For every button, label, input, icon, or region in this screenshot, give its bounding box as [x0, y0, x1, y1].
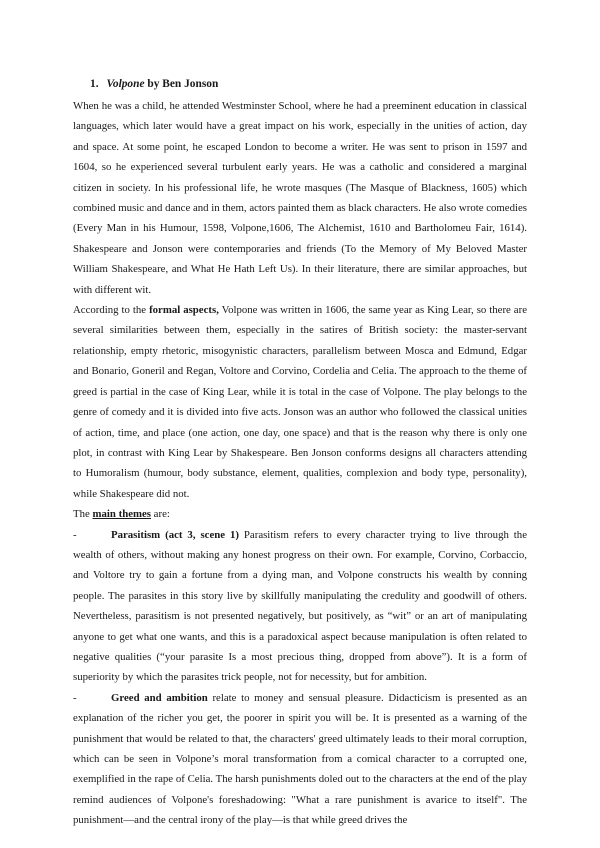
formal-aspects-bold: formal aspects, [149, 304, 219, 317]
section-title-rest: by Ben Jonson [144, 78, 219, 90]
section-heading [90, 76, 527, 92]
main-themes-intro [73, 504, 527, 524]
section-number: 1. [90, 78, 99, 90]
bullet-text: Parasitism refers to every character trying to live through the wealth of others, without making any honest progress on their own. For example, Corvino, Corbaccio, and Voltore try to gain a fortune from a dying man, and Volpone constructs his wealth by conning people. The parasites in this story live by skillfully manipulating the credulity and goodwill of others. Nevertheless, parasitism is not presented negatively, but positively, as “wit” or an art of manipulating anyone to get what one wants, and this is a paradoxical aspect because manipulation is often related to negative qualities (“your parasite Is a most precious thing, dropped from above”). It is a form of superiority by which the parasites trick people, not for necessity, but for ambition. [73, 528, 527, 684]
section-title-italic: Volpone [106, 78, 145, 90]
bullet-dash: - [73, 691, 77, 704]
formal-pre-text: According to the [73, 304, 150, 317]
themes-pre-text: The [73, 508, 93, 521]
formal-aspects-paragraph [73, 300, 527, 504]
bullet-title: Greed and ambition [111, 691, 208, 704]
bullet-dash: - [73, 528, 77, 541]
bullet-text: relate to money and sensual pleasure. Didacticism is presented as an explanation of the richer you get, the poorer in spirit you will be. It is presented as a warning of the punishment that would be related to that, the characters' greed ultimately leads to their moral corruption, which can be seen in Volpone’s moral transformation from a comical character to a corrupted one, exemplified in the rape of Celia. The harsh punishments doled out to the characters at the end of the play remind audiences of Volpone's foreshadowing: "What a rare punishment is avarice to itself". The punishment—and the central irony of the play—is that while greed drives the [73, 691, 527, 827]
main-themes-bold: main themes [92, 508, 151, 521]
formal-post-text: Volpone was written in 1606, the same year as King Lear, so there are several similarities between them, especially in the satires of British society: the master-servant relationship, empty rhetoric, misogynistic characters, parallelism between Mosca and Edmund, Edgar and Bonario, Goneril and Regan, Voltore and Corvino, Cordelia and Celia. The approach to the theme of greed is partial in the case of King Lear, while it is total in the case of Volpone. The play belongs to the genre of comedy and it is divided into five acts. Jonson was an author who followed the classical unities of action, time, and place (one action, one day, one space) and that is the reason why there is only one plot, in contrast with King Lear by Shakespeare. Ben Jonson conforms designs all characters attending to Humoralism (humour, body substance, element, qualities, complexion and body type, personality), while Shakespeare did not. [73, 304, 527, 500]
bullet-parasitism [73, 525, 527, 688]
bullet-title: Parasitism (act 3, scene 1) [111, 528, 239, 541]
themes-post-text: are: [150, 508, 170, 521]
intro-paragraph: When he was a child, he attended Westminster School, where he had a preeminent education in classical languages, which later would have a great impact on his work, especially in the unities of action, day and space. At some point, he escaped London to become a writer. He was sent to prison in 1597 and 1604, so he experienced several turbulent early years. He was a catholic and considered a marginal citizen in society. In his professional life, he wrote masques (The Masque of Blackness, 1605) which combined music and dance and in them, actors painted them as black characters. He also wrote comedies (Every Man in his Humour, 1598, Volpone,1606, The Alchemist, 1610 and Bartholomeu Fair, 1614). Shakespeare and Jonson were contemporaries and friends (To the Memory of My Beloved Master William Shakespeare, and What He Hath Left Us). In their literature, there are similar approaches, but with different wit. [73, 100, 527, 296]
bullet-greed-ambition [73, 688, 527, 831]
